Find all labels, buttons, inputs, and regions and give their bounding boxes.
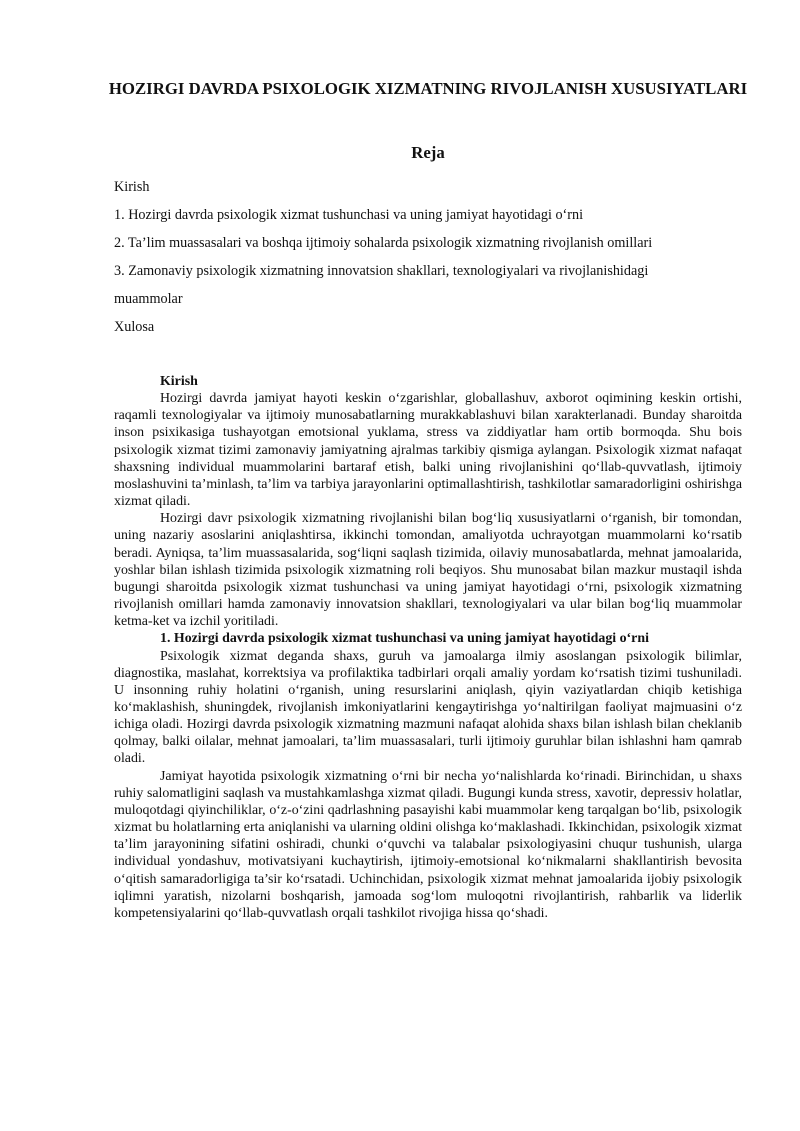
document-body: [114, 373, 742, 922]
intro-paragraph-2: Hozirgi davr psixologik xizmatning rivojlanishi bilan bog‘liq xususiyatlarni o‘rganish, bir tomondan, uning nazariy asoslarini aniqlashtirsa, ikkinchi tomondan, amaliyotda uchrayotgan muammolarni ko‘rsatib beradi. Ayniqsa, ta’lim muassasalarida, sog‘liqni saqlash tizimida, oilaviy munosabatlarda, mehnat jamoalarida, yoshlar bilan ishlash tizimida psixologik xizmatning roli beqiyos. Shu munosabat bilan mazkur mustaqil ishda bugungi sharoitda psixologik xizmat tushunchasi va uning jamiyat hayotidagi o‘rni, psixologik xizmatning rivojlanish omillari hamda zamonaviy innovatsion shakllari, texnologiyalari va ular bilan bog‘liq muammolar ketma-ket va izchil yoritiladi.: [114, 511, 742, 630]
section-1-heading: 1. Hozirgi davrda psixologik xizmat tushunchasi va uning jamiyat hayotidagi o‘rni: [160, 631, 649, 647]
document-title: HOZIRGI DAVRDA PSIXOLOGIK XIZMATNING RIVOJLANISH XUSUSIYATLARI: [108, 79, 748, 98]
intro-heading: Kirish: [160, 374, 198, 389]
plan-item-1: 1. Hozirgi davrda psixologik xizmat tushunchasi va uning jamiyat hayotidagi o‘rni: [114, 207, 584, 223]
plan-item-3-continued: muammolar: [114, 291, 183, 307]
plan-item-intro: Kirish: [114, 179, 150, 195]
intro-paragraph-1: Hozirgi davrda jamiyat hayoti keskin o‘zgarishlar, globallashuv, axborot oqimining keskin ortishi, raqamli texnologiyalar va ijtimoiy munosabatlarning murakkablashuvi bilan xarakterlanadi. Bunday sharoitda inson psixikasiga tushayotgan emotsional yuklama, stress va ziddiyatlar ham ortib bormoqda. Shu bois psixologik xizmat tizimi zamonaviy jamiyatning ajralmas tarkibiy qismiga aylangan. Psixologik xizmat nafaqat shaxsning individual muammolarini bartaraf etish, balki uning rivojlanishini qo‘llab-quvvatlash, ijtimoiy moslashuvini ta’minlash, ta’lim va tarbiya jarayonlarini optimallashtirish, tashkilotlar samaradorligini oshirishga xizmat qiladi.: [114, 391, 742, 510]
plan-heading: Reja: [411, 143, 445, 162]
plan-item-conclusion: Xulosa: [114, 319, 155, 335]
section-1-paragraph-1: Psixologik xizmat deganda shaxs, guruh va jamoalarga ilmiy asoslangan psixologik bilimlar, diagnostika, maslahat, korrektsiya va profilaktika tadbirlari orqali amaliy yordam ko‘rsatish tizimi tushuniladi. U insonning ruhiy holatini o‘rganish, uning resurslarini aniqlash, qiyin vaziyatlardan chiqib ketishiga ko‘maklashish, shuningdek, rivojlanish imkoniyatlarini kengaytirishga yo‘naltirilgan faoliyat majmuasini o‘z ichiga oladi. Hozirgi davrda psixologik xizmatning mazmuni nafaqat alohida shaxs bilan ishlash bilan cheklanib qolmay, balki oilalar, mehnat jamoalari, ta’lim muassasalari, turli ijtimoiy guruhlar bilan ishlashni ham qamrab oladi.: [114, 648, 742, 767]
plan-item-3: 3. Zamonaviy psixologik xizmatning innovatsion shakllari, texnologiyalari va rivojlanishidagi: [114, 263, 649, 279]
section-1-paragraph-2: Jamiyat hayotida psixologik xizmatning o‘rni bir necha yo‘nalishlarda ko‘rinadi. Birinchidan, u shaxs ruhiy salomatligini saqlash va mustahkamlashga xizmat qiladi. Bugungi kunda stress, xavotir, depressiv holatlar, muloqotdagi qiyinchiliklar, o‘z-o‘zini qadrlashning pasayishi kabi muammolar keng tarqalgan bo‘lib, psixologik xizmat bu holatlarning erta aniqlanishi va ularning oldini olishga ko‘maklashadi. Ikkinchidan, psixologik xizmat ta’lim jarayonining sifatini oshiradi, chunki o‘quvchi va talabalar psixologiyasini chuqur tushunish, ularga individual yondashuv, motivatsiyani kuchaytirish, ijtimoiy-emotsional ko‘nikmalarni shakllantirish bevosita o‘qitish samaradorligiga ta’sir ko‘rsatadi. Uchinchidan, psixologik xizmat mehnat jamoalarida ijobiy psixologik iqlimni yaratish, nizolarni boshqarish, jamoada sog‘lom muloqotni rivojlantirish, rahbarlik va liderlik kompetensiyalarini qo‘llab-quvvatlash orqali tashkilot rivojiga hissa qo‘shadi.: [114, 768, 742, 921]
plan-item-2: 2. Ta’lim muassasalari va boshqa ijtimoiy sohalarda psixologik xizmatning rivojlanish omillari: [114, 235, 653, 251]
plan-list: [114, 176, 754, 344]
